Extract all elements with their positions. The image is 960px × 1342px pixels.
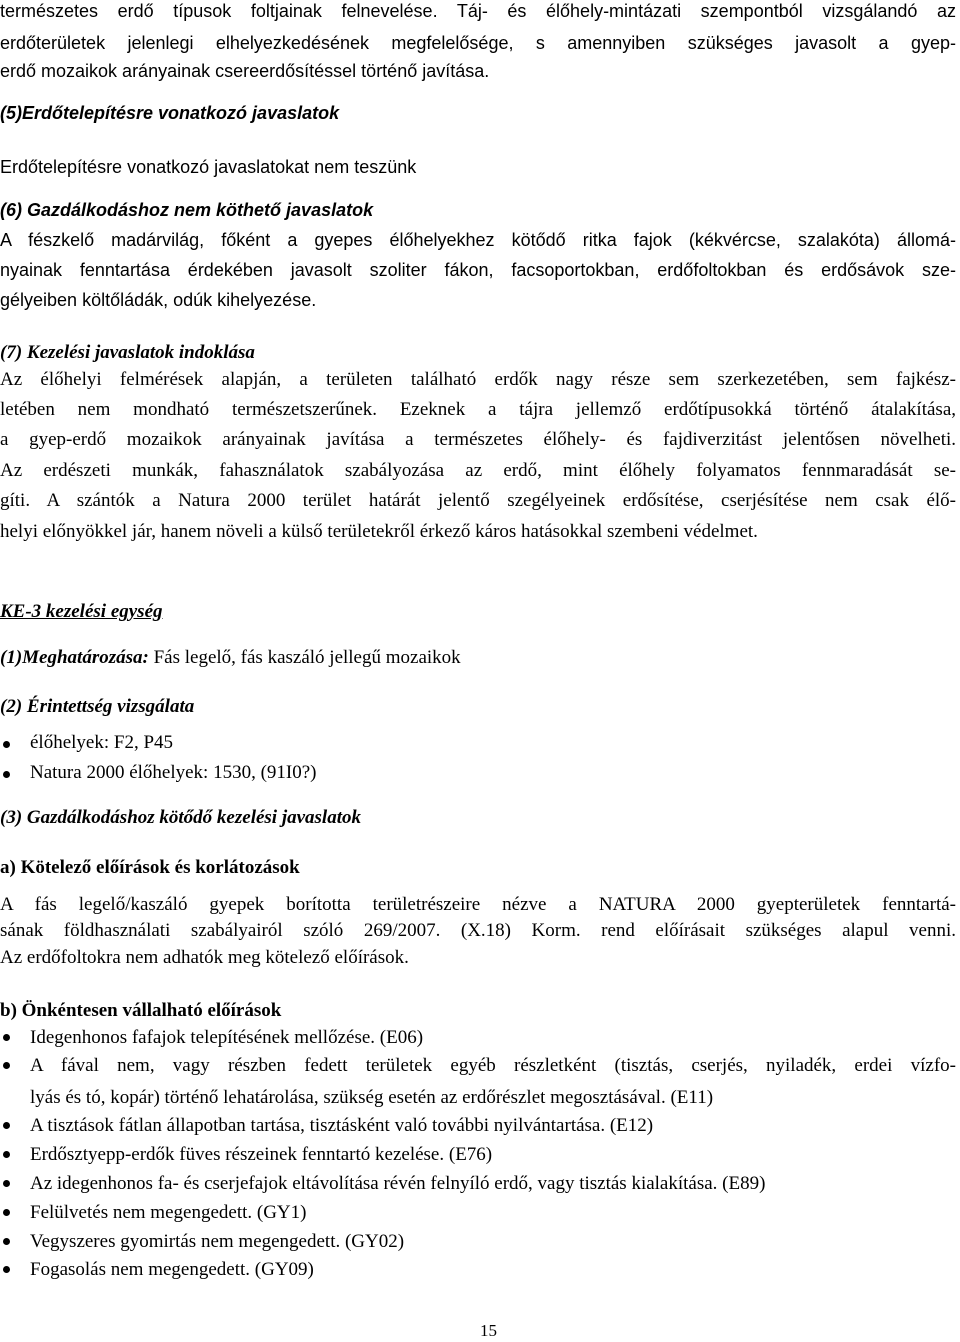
section-7-line-1: Az élőhelyi felmérések alapján, a területen található erdők nagy része sem szerkezetében, sem fajkész- [0,369,956,390]
section-6-line-1: A fészkelő madárvilág, főként a gyepes élőhelyekhez kötődő ritka fajok (kékvércse, szalakóta) állomá- [0,230,956,250]
section-7-heading: (7) Kezelési javaslatok indoklása [0,342,255,363]
ke3-b-item-5: Az idegenhonos fa- és cserjefajok eltávolítása révén felnyíló erdő, vagy tisztás kialakítása. (E89) [30,1173,766,1194]
section-6-line-3: gélyeiben költőládák, odúk kihelyezése. [0,290,317,310]
section-6-line-2: nyainak fenntartása érdekében javasolt szoliter fákon, facsoportokban, erdőfoltokban és erdősávok sze- [0,260,956,280]
page-number: 15 [480,1321,497,1340]
ke3-definition [0,648,461,667]
ke3-b-item-1: Idegenhonos fafajok telepítésének mellőzése. (E06) [30,1027,424,1048]
bullet-icon [3,1062,10,1069]
ke3-section-2-heading: (2) Érintettség vizsgálata [0,696,195,717]
section-7-line-2: letében nem mondható természetszerűnek. Ezeknek a tájra jellemző erdőtípusokká történő átalakítása, [0,399,956,420]
ke3-title: KE-3 kezelési egység [0,601,163,622]
section-7-line-4: Az erdészeti munkák, fahasználatok szabályozása az erdő, mint élőhely folyamatos fennmaradását se- [0,460,956,481]
ke3-b-item-7: Vegyszeres gyomirtás nem megengedett. (GY02) [30,1231,405,1252]
ke3-b-item-6: Felülvetés nem megengedett. (GY1) [30,1202,307,1223]
ke3-s2-item-1: élőhelyek: F2, P45 [30,732,174,753]
intro-line-1: természetes erdő típusok foltjainak felnevelése. Táj- és élőhely-mintázati szempontból vizsgálandó az [0,1,956,21]
bullet-icon [3,1034,10,1041]
ke3-b-item-2: A fával nem, vagy részben fedett területek egyéb részletként (tisztás, cserjés, nyiladék, erdei vízfo- [30,1055,956,1076]
ke3-a-line-2: sának földhasználati szabályairól szóló 269/2007. (X.18) Korm. rend előírásait szükséges alapul venni. [0,920,956,941]
section-5-text: Erdőtelepítésre vonatkozó javaslatokat nem teszünk [0,157,417,177]
bullet-icon [3,1151,10,1158]
ke3-b-heading: b) Önkéntesen vállalható előírások [0,1000,282,1021]
bullet-icon [3,1122,10,1129]
bullet-icon [3,1209,10,1216]
bullet-icon [3,1180,10,1187]
section-6-heading: (6) Gazdálkodáshoz nem köthető javaslatok [0,200,374,220]
bullet-icon [3,771,10,778]
ke3-definition-value: Fás legelő, fás kaszáló jellegű mozaikok [153,647,461,668]
ke3-definition-label: (1)Meghatározása: [0,647,149,668]
ke3-s2-item-2: Natura 2000 élőhelyek: 1530, (91I0?) [30,762,317,783]
ke3-section-3-heading: (3) Gazdálkodáshoz kötődő kezelési javaslatok [0,807,361,828]
ke3-b-item-8: Fogasolás nem megengedett. (GY09) [30,1259,314,1280]
ke3-b-item-4: Erdősztyepp-erdők füves részeinek fenntartó kezelése. (E76) [30,1144,493,1165]
section-7-line-3: a gyep-erdő mozaikok arányainak javítása a természetes élőhely- és fajdiverzitást jelentősen növelheti. [0,429,956,450]
ke3-a-line-3: Az erdőfoltokra nem adhatók meg kötelező előírások. [0,947,409,968]
intro-line-2: erdőterületek jelenlegi elhelyezkedésének megfelelősége, s amennyiben szükséges javasolt a gyep- [0,33,956,53]
bullet-icon [3,1238,10,1245]
ke3-b-item-2-cont: lyás és tó, kopár) történő lehatárolása, szükség esetén az erdőrészlet megosztásával. (E11) [30,1087,714,1108]
ke3-b-item-3: A tisztások fátlan állapotban tartása, tisztásként való további nyilvántartása. (E12) [30,1115,654,1136]
ke3-a-line-1: A fás legelő/kaszáló gyepek borította területrészeire nézve a NATURA 2000 gyepterületek fenntartá- [0,894,956,915]
section-5-heading: (5)Erdőtelepítésre vonatkozó javaslatok [0,103,340,123]
section-7-line-6: helyi előnyökkel jár, hanem növeli a külső területekről érkező káros hatásokkal szembeni védelmet. [0,521,758,542]
section-7-line-5: gíti. A szántók a Natura 2000 terület határát jelentő szegélyeinek erdősítése, cserjésítése nem csak élő- [0,490,956,511]
bullet-icon [3,741,10,748]
ke3-a-heading: a) Kötelező előírások és korlátozások [0,857,300,878]
intro-line-3: erdő mozaikok arányainak csereerdősítéssel történő javítása. [0,61,490,81]
bullet-icon [3,1266,10,1273]
